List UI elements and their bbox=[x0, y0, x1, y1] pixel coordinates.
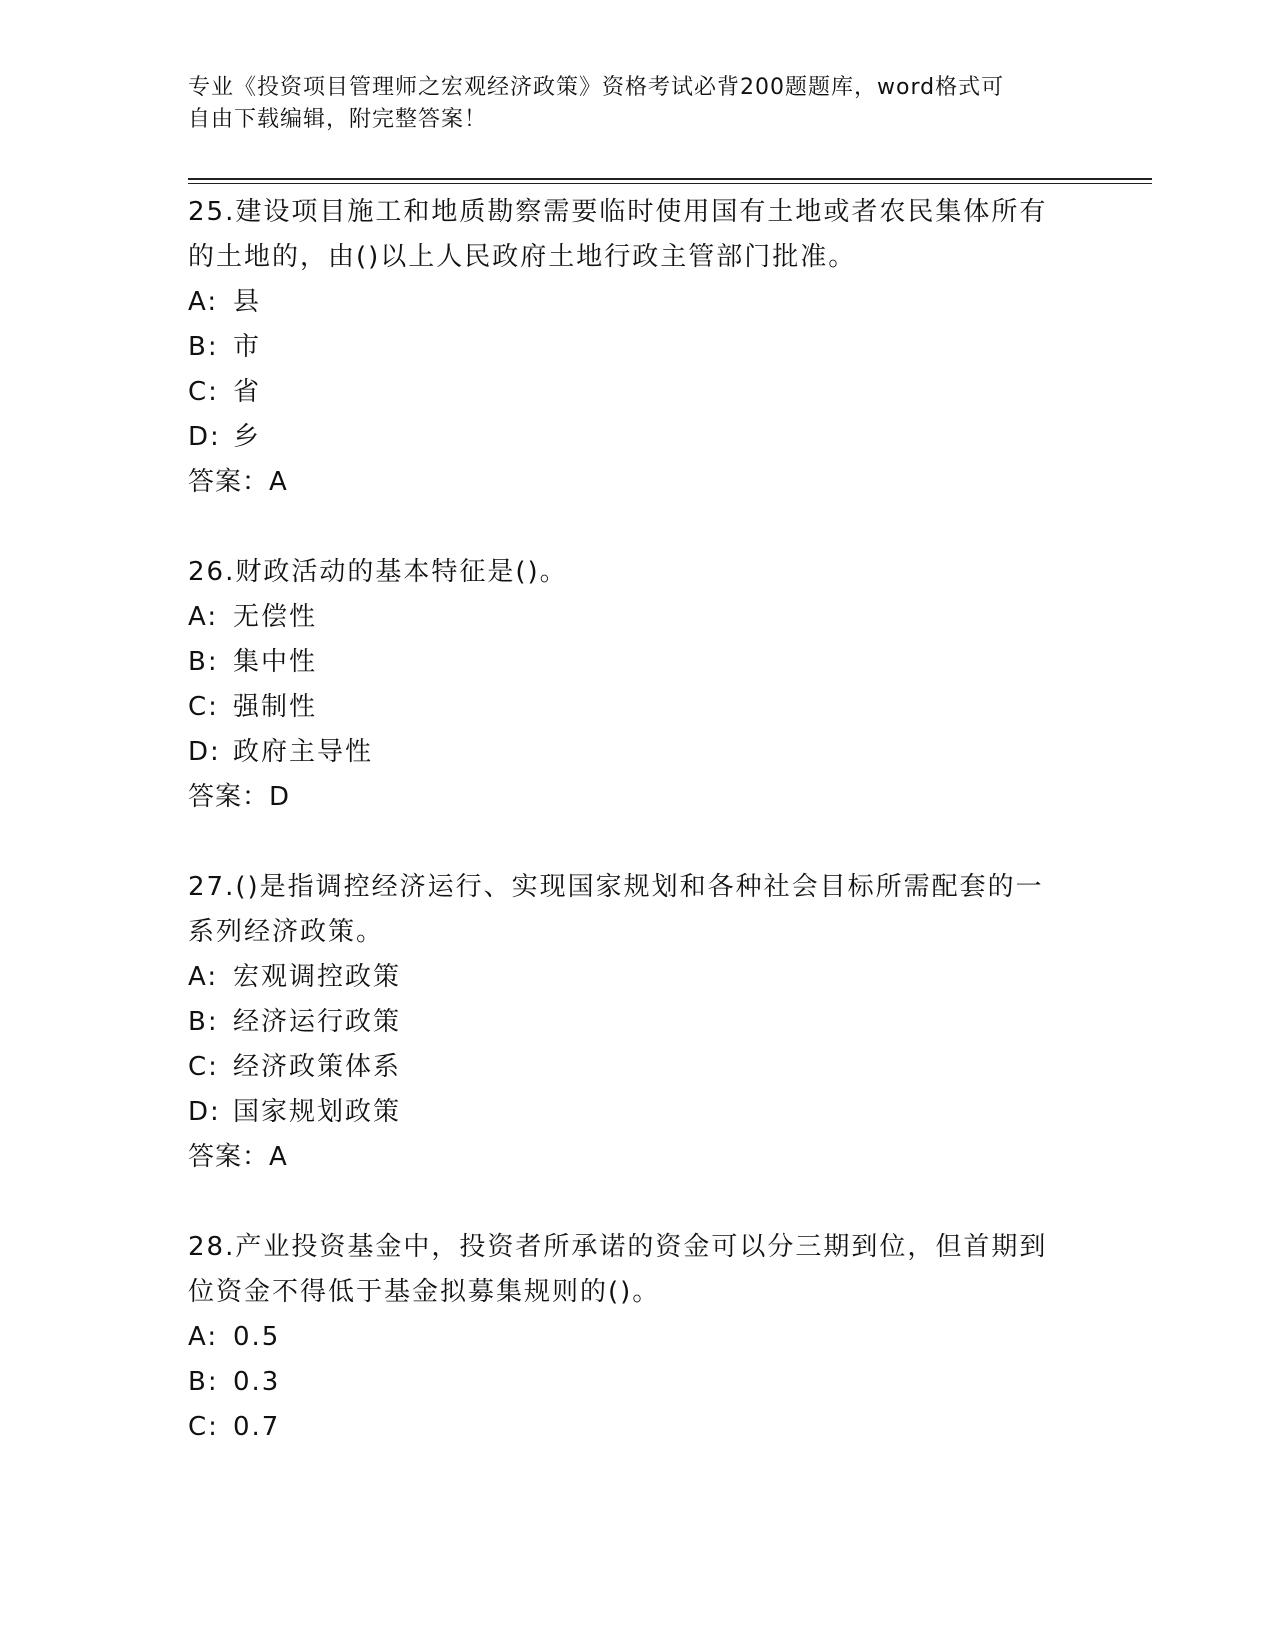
option-text: 经济政策体系 bbox=[233, 1052, 402, 1082]
option-letter: A: bbox=[188, 287, 219, 317]
option-letter: C: bbox=[188, 692, 219, 722]
option-c bbox=[188, 685, 1088, 730]
option-text: 0.7 bbox=[233, 1412, 281, 1442]
option-letter: A: bbox=[188, 602, 219, 632]
option-text: 强制性 bbox=[233, 692, 318, 722]
option-text: 政府主导性 bbox=[233, 737, 374, 767]
option-letter: D: bbox=[188, 422, 221, 452]
option-c bbox=[188, 1405, 1088, 1450]
option-letter: D: bbox=[188, 1097, 221, 1127]
question-stem bbox=[188, 550, 1088, 595]
option-text: 县 bbox=[233, 287, 262, 317]
header-divider-thin bbox=[188, 183, 1152, 184]
question-stem bbox=[188, 1225, 1088, 1315]
option-text: 乡 bbox=[233, 422, 262, 452]
option-text: 市 bbox=[233, 332, 262, 362]
answer-line: 答案：A bbox=[188, 467, 288, 497]
option-a bbox=[188, 955, 1088, 1000]
question-27 bbox=[188, 865, 1088, 1180]
document-header bbox=[188, 72, 1068, 136]
option-letter: C: bbox=[188, 1412, 219, 1442]
option-letter: A: bbox=[188, 1322, 219, 1352]
option-d bbox=[188, 415, 1088, 460]
option-text: 国家规划政策 bbox=[233, 1097, 402, 1127]
option-c bbox=[188, 1045, 1088, 1090]
header-line-2: 自由下载编辑，附完整答案！ bbox=[188, 107, 488, 132]
header-divider-thick bbox=[188, 178, 1152, 180]
question-stem bbox=[188, 865, 1088, 955]
answer-line: 答案：D bbox=[188, 782, 291, 812]
option-letter: B: bbox=[188, 1007, 219, 1037]
option-a bbox=[188, 1315, 1088, 1360]
option-letter: B: bbox=[188, 647, 219, 677]
option-a bbox=[188, 280, 1088, 325]
option-d bbox=[188, 730, 1088, 775]
option-text: 无偿性 bbox=[233, 602, 318, 632]
option-text: 0.3 bbox=[233, 1367, 281, 1397]
option-letter: A: bbox=[188, 962, 219, 992]
stem-line: 系列经济政策。 bbox=[188, 917, 385, 947]
header-line-1: 专业《投资项目管理师之宏观经济政策》资格考试必背200题题库，word格式可 bbox=[188, 75, 1005, 100]
option-b bbox=[188, 640, 1088, 685]
answer-line: 答案：A bbox=[188, 1142, 288, 1172]
option-letter: C: bbox=[188, 377, 219, 407]
option-text: 省 bbox=[233, 377, 262, 407]
stem-line: 25.建设项目施工和地质勘察需要临时使用国有土地或者农民集体所有 bbox=[188, 197, 1048, 227]
stem-line: 27.()是指调控经济运行、实现国家规划和各种社会目标所需配套的一 bbox=[188, 872, 1044, 902]
option-a bbox=[188, 595, 1088, 640]
question-26 bbox=[188, 550, 1088, 820]
question-28 bbox=[188, 1225, 1088, 1450]
question-spacer bbox=[188, 820, 1088, 865]
stem-line: 28.产业投资基金中，投资者所承诺的资金可以分三期到位，但首期到 bbox=[188, 1232, 1048, 1262]
option-text: 宏观调控政策 bbox=[233, 962, 402, 992]
option-text: 经济运行政策 bbox=[233, 1007, 402, 1037]
option-letter: C: bbox=[188, 1052, 219, 1082]
question-25 bbox=[188, 190, 1088, 505]
option-b bbox=[188, 325, 1088, 370]
option-letter: D: bbox=[188, 737, 221, 767]
question-list bbox=[188, 190, 1088, 1450]
question-spacer bbox=[188, 1180, 1088, 1225]
stem-line: 的土地的，由()以上人民政府土地行政主管部门批准。 bbox=[188, 242, 857, 272]
option-b bbox=[188, 1000, 1088, 1045]
option-d bbox=[188, 1090, 1088, 1135]
option-c bbox=[188, 370, 1088, 415]
question-spacer bbox=[188, 505, 1088, 550]
option-b bbox=[188, 1360, 1088, 1405]
stem-line: 26.财政活动的基本特征是()。 bbox=[188, 557, 568, 587]
option-letter: B: bbox=[188, 1367, 219, 1397]
option-letter: B: bbox=[188, 332, 219, 362]
question-stem bbox=[188, 190, 1088, 280]
option-text: 0.5 bbox=[233, 1322, 281, 1352]
option-text: 集中性 bbox=[233, 647, 318, 677]
stem-line: 位资金不得低于基金拟募集规则的()。 bbox=[188, 1277, 661, 1307]
